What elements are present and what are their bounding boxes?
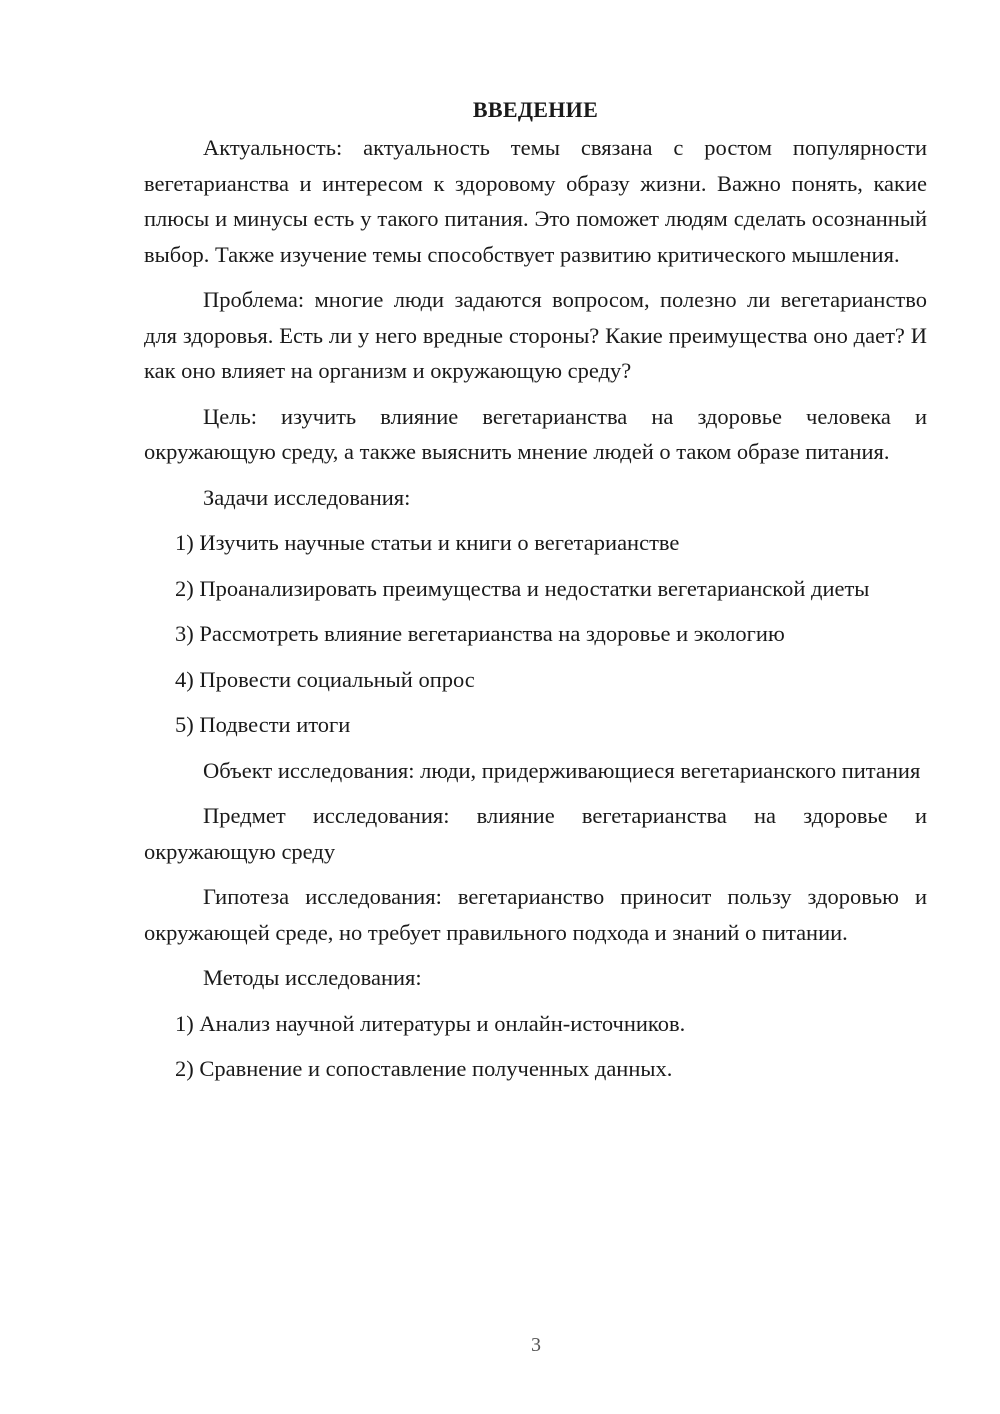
page-number: 3 <box>531 1334 541 1356</box>
goal-paragraph: Цель: изучить влияние вегетарианства на здоровье человека и окружающую среду, а также выяснить мнение людей о таком образе питания. <box>144 403 927 464</box>
task-item-2: 2) Проанализировать преимущества и недостатки вегетарианской диеты <box>175 575 870 601</box>
task-item-5: 5) Подвести итоги <box>175 712 351 737</box>
section-title: ВВЕДЕНИЕ <box>472 97 599 122</box>
task-item-1: 1) Изучить научные статьи и книги о вегетарианстве <box>175 530 680 555</box>
method-item-1: 1) Анализ научной литературы и онлайн-источников. <box>175 1010 686 1036</box>
subject-paragraph: Предмет исследования: влияние вегетарианства на здоровье и окружающую среду <box>144 803 927 864</box>
task-item-3: 3) Рассмотреть влияние вегетарианства на здоровье и экологию <box>175 621 785 646</box>
problem-paragraph: Проблема: многие люди задаются вопросом, полезно ли вегетарианство для здоровья. Есть ли у него вредные стороны? Какие преимущества оно дает? И как оно влияет на организм и окружающую среду? <box>144 287 927 383</box>
task-item-4: 4) Провести социальный опрос <box>175 666 475 692</box>
page-content <box>144 92 927 1097</box>
tasks-heading: Задачи исследования: <box>203 484 411 510</box>
object-paragraph: Объект исследования: люди, придерживающиеся вегетарианского питания <box>203 757 921 783</box>
hypothesis-paragraph: Гипотеза исследования: вегетарианство приносит пользу здоровью и окружающей среде, но требует правильного подхода и знаний о питании. <box>144 884 927 945</box>
method-item-2: 2) Сравнение и сопоставление полученных данных. <box>175 1056 673 1081</box>
methods-heading: Методы исследования: <box>203 965 422 990</box>
relevance-paragraph: Актуальность: актуальность темы связана с ростом популярности вегетарианства и интересом к здоровому образу жизни. Важно понять, какие плюсы и минусы есть у такого питания. Это поможет людям сделать осознанный выбор. Также изучение темы способствует развитию критического мышления. <box>144 135 927 267</box>
